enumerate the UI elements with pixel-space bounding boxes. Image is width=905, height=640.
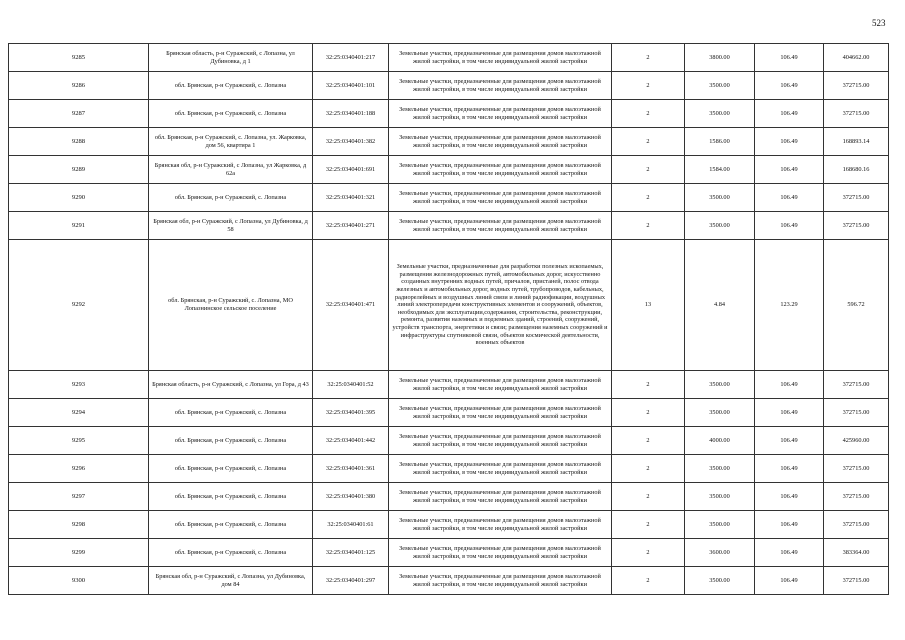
rate-cell: 106.49 <box>755 371 824 399</box>
land-use-cell: Земельные участки, предназначенные для размещения домов малоэтажной жилой застройки, в том числе индивидуальной жилой застройки <box>389 539 612 567</box>
table-row <box>9 455 889 483</box>
table-row <box>9 184 889 212</box>
cadastral-value-cell: 168680.16 <box>824 156 889 184</box>
group-cell: 2 <box>612 371 685 399</box>
table-row <box>9 156 889 184</box>
area-cell: 3500.00 <box>685 567 755 595</box>
cadastral-value-cell: 425960.00 <box>824 427 889 455</box>
cadastral-value-cell: 404662.00 <box>824 44 889 72</box>
row-number-cell: 9285 <box>9 44 149 72</box>
rate-cell: 106.49 <box>755 100 824 128</box>
rate-cell: 106.49 <box>755 427 824 455</box>
cadastral-value-cell: 372715.00 <box>824 511 889 539</box>
address-cell: обл. Брянская, р-н Суражский, с. Лопазна <box>149 539 313 567</box>
land-use-cell: Земельные участки, предназначенные для размещения домов малоэтажной жилой застройки, в том числе индивидуальной жилой застройки <box>389 427 612 455</box>
address-cell: обл. Брянская, р-н Суражский, с. Лопазна <box>149 483 313 511</box>
group-cell: 2 <box>612 511 685 539</box>
rate-cell: 106.49 <box>755 483 824 511</box>
land-use-cell: Земельные участки, предназначенные для размещения домов малоэтажной жилой застройки, в том числе индивидуальной жилой застройки <box>389 455 612 483</box>
area-cell: 3500.00 <box>685 455 755 483</box>
group-cell: 2 <box>612 483 685 511</box>
area-cell: 3500.00 <box>685 184 755 212</box>
land-use-cell: Земельные участки, предназначенные для размещения домов малоэтажной жилой застройки, в том числе индивидуальной жилой застройки <box>389 184 612 212</box>
row-number-cell: 9299 <box>9 539 149 567</box>
address-cell: обл. Брянская, р-н Суражский, с. Лопазна <box>149 100 313 128</box>
row-number-cell: 9298 <box>9 511 149 539</box>
cadastral-value-cell: 372715.00 <box>824 483 889 511</box>
table-row <box>9 212 889 240</box>
land-use-cell: Земельные участки, предназначенные для размещения домов малоэтажной жилой застройки, в том числе индивидуальной жилой застройки <box>389 44 612 72</box>
area-cell: 3500.00 <box>685 72 755 100</box>
area-cell: 3500.00 <box>685 399 755 427</box>
group-cell: 2 <box>612 567 685 595</box>
address-cell: обл. Брянская, р-н Суражский, с. Лопазна, ул. Жарковка, дом 56, квартира 1 <box>149 128 313 156</box>
rate-cell: 123.29 <box>755 240 824 371</box>
cadastral-value-cell: 372715.00 <box>824 371 889 399</box>
cadastral-number-cell: 32:25:0340401:188 <box>313 100 389 128</box>
cadastral-value-cell: 596.72 <box>824 240 889 371</box>
group-cell: 2 <box>612 128 685 156</box>
cadastral-value-cell: 372715.00 <box>824 100 889 128</box>
cadastral-value-cell: 372715.00 <box>824 72 889 100</box>
address-cell: Брянская обл, р-н Суражский, с Лопазна, ул Дубиновка, дом 84 <box>149 567 313 595</box>
table-row <box>9 240 889 371</box>
address-cell: обл. Брянская, р-н Суражский, с. Лопазна <box>149 455 313 483</box>
cadastral-number-cell: 32:25:0340401:217 <box>313 44 389 72</box>
land-use-cell: Земельные участки, предназначенные для размещения домов малоэтажной жилой застройки, в том числе индивидуальной жилой застройки <box>389 511 612 539</box>
address-cell: Брянская область, р-н Суражский, с Лопазна, ул Дубиновка, д 1 <box>149 44 313 72</box>
address-cell: обл. Брянская, р-н Суражский, с. Лопазна <box>149 511 313 539</box>
group-cell: 2 <box>612 100 685 128</box>
area-cell: 3500.00 <box>685 212 755 240</box>
row-number-cell: 9294 <box>9 399 149 427</box>
row-number-cell: 9287 <box>9 100 149 128</box>
table-row <box>9 567 889 595</box>
address-cell: Брянская обл, р-н Суражский, с Лопазна, ул Жарковка, д 62а <box>149 156 313 184</box>
rate-cell: 106.49 <box>755 399 824 427</box>
cadastral-number-cell: 32:25:0340401:471 <box>313 240 389 371</box>
address-cell: обл. Брянская, р-н Суражский, с. Лопазна <box>149 399 313 427</box>
area-cell: 3500.00 <box>685 100 755 128</box>
land-use-cell: Земельные участки, предназначенные для размещения домов малоэтажной жилой застройки, в том числе индивидуальной жилой застройки <box>389 399 612 427</box>
row-number-cell: 9295 <box>9 427 149 455</box>
rate-cell: 106.49 <box>755 567 824 595</box>
table-row <box>9 100 889 128</box>
page-number: 523 <box>872 18 886 28</box>
table-row <box>9 128 889 156</box>
cadastral-value-cell: 372715.00 <box>824 399 889 427</box>
land-use-cell: Земельные участки, предназначенные для размещения домов малоэтажной жилой застройки, в том числе индивидуальной жилой застройки <box>389 371 612 399</box>
group-cell: 2 <box>612 212 685 240</box>
address-cell: обл. Брянская, р-н Суражский, с. Лопазна <box>149 427 313 455</box>
cadastral-number-cell: 32:25:0340401:125 <box>313 539 389 567</box>
address-cell: обл. Брянская, р-н Суражский, с. Лопазна <box>149 184 313 212</box>
row-number-cell: 9297 <box>9 483 149 511</box>
cadastral-value-cell: 372715.00 <box>824 184 889 212</box>
cadastral-registry-table <box>8 43 889 595</box>
address-cell: Брянская обл, р-н Суражский, с Лопазна, ул Дубиновка, д 58 <box>149 212 313 240</box>
row-number-cell: 9293 <box>9 371 149 399</box>
rate-cell: 106.49 <box>755 511 824 539</box>
cadastral-number-cell: 32:25:0340401:101 <box>313 72 389 100</box>
group-cell: 13 <box>612 240 685 371</box>
rate-cell: 106.49 <box>755 72 824 100</box>
group-cell: 2 <box>612 455 685 483</box>
rate-cell: 106.49 <box>755 455 824 483</box>
cadastral-number-cell: 32:25:0340401:442 <box>313 427 389 455</box>
land-use-cell: Земельные участки, предназначенные для размещения домов малоэтажной жилой застройки, в том числе индивидуальной жилой застройки <box>389 100 612 128</box>
table-row <box>9 44 889 72</box>
cadastral-number-cell: 32:25:0340401:361 <box>313 455 389 483</box>
cadastral-number-cell: 32:25:0340401:321 <box>313 184 389 212</box>
land-use-cell: Земельные участки, предназначенные для размещения домов малоэтажной жилой застройки, в том числе индивидуальной жилой застройки <box>389 156 612 184</box>
table-row <box>9 72 889 100</box>
rate-cell: 106.49 <box>755 212 824 240</box>
cadastral-number-cell: 32:25:0340401:380 <box>313 483 389 511</box>
land-use-cell: Земельные участки, предназначенные для размещения домов малоэтажной жилой застройки, в том числе индивидуальной жилой застройки <box>389 212 612 240</box>
cadastral-value-cell: 372715.00 <box>824 455 889 483</box>
rate-cell: 106.49 <box>755 539 824 567</box>
cadastral-number-cell: 32:25:0340401:271 <box>313 212 389 240</box>
group-cell: 2 <box>612 539 685 567</box>
group-cell: 2 <box>612 399 685 427</box>
row-number-cell: 9291 <box>9 212 149 240</box>
land-use-cell: Земельные участки, предназначенные для размещения домов малоэтажной жилой застройки, в том числе индивидуальной жилой застройки <box>389 567 612 595</box>
cadastral-number-cell: 32:25:0340401:691 <box>313 156 389 184</box>
row-number-cell: 9292 <box>9 240 149 371</box>
table-row <box>9 539 889 567</box>
cadastral-number-cell: 32:25:0340401:61 <box>313 511 389 539</box>
address-cell: обл. Брянская, р-н Суражский, с. Лопазна, МО Лопазнинское сельское поселение <box>149 240 313 371</box>
cadastral-number-cell: 32:25:0340401:52 <box>313 371 389 399</box>
group-cell: 2 <box>612 156 685 184</box>
land-use-cell: Земельные участки, предназначенные для размещения домов малоэтажной жилой застройки, в том числе индивидуальной жилой застройки <box>389 128 612 156</box>
cadastral-value-cell: 372715.00 <box>824 212 889 240</box>
cadastral-value-cell: 168893.14 <box>824 128 889 156</box>
rate-cell: 106.49 <box>755 44 824 72</box>
rate-cell: 106.49 <box>755 184 824 212</box>
address-cell: обл. Брянская, р-н Суражский, с. Лопазна <box>149 72 313 100</box>
area-cell: 3500.00 <box>685 371 755 399</box>
area-cell: 1586.00 <box>685 128 755 156</box>
area-cell: 3600.00 <box>685 539 755 567</box>
table-row <box>9 483 889 511</box>
group-cell: 2 <box>612 427 685 455</box>
group-cell: 2 <box>612 44 685 72</box>
cadastral-number-cell: 32:25:0340401:382 <box>313 128 389 156</box>
row-number-cell: 9288 <box>9 128 149 156</box>
table-row <box>9 427 889 455</box>
land-use-cell: Земельные участки, предназначенные для размещения домов малоэтажной жилой застройки, в том числе индивидуальной жилой застройки <box>389 72 612 100</box>
cadastral-number-cell: 32:25:0340401:395 <box>313 399 389 427</box>
cadastral-value-cell: 383364.00 <box>824 539 889 567</box>
row-number-cell: 9289 <box>9 156 149 184</box>
area-cell: 4000.00 <box>685 427 755 455</box>
rate-cell: 106.49 <box>755 128 824 156</box>
group-cell: 2 <box>612 184 685 212</box>
land-use-cell: Земельные участки, предназначенные для разработки полезных ископаемых, размещения железнодорожных путей, автомобильных дорог, искусственно созданных внутренних водных путей, причалов, пристаней, полос отвода железных и автомобильных дорог, водных путей, трубопроводов, кабельных, радиорелейных и воздушных линий связи и линий радиофикации, воздушных линий электропередачи конструктивных элементов и сооружений, объектов, необходимых для эксплуатации,содержания, строительства, реконструкции, ремонта, развития наземных и подземных зданий, строений, сооружений, устройств транспорта, энергетики и связи; размещения наземных сооружений и инфраструктуры спутниковой связи, объектов космической деятельности, военных объектов <box>389 240 612 371</box>
area-cell: 3800.00 <box>685 44 755 72</box>
area-cell: 1584.00 <box>685 156 755 184</box>
row-number-cell: 9300 <box>9 567 149 595</box>
cadastral-value-cell: 372715.00 <box>824 567 889 595</box>
area-cell: 3500.00 <box>685 511 755 539</box>
group-cell: 2 <box>612 72 685 100</box>
area-cell: 3500.00 <box>685 483 755 511</box>
rate-cell: 106.49 <box>755 156 824 184</box>
land-use-cell: Земельные участки, предназначенные для размещения домов малоэтажной жилой застройки, в том числе индивидуальной жилой застройки <box>389 483 612 511</box>
table-row <box>9 511 889 539</box>
table-row <box>9 371 889 399</box>
row-number-cell: 9290 <box>9 184 149 212</box>
table-row <box>9 399 889 427</box>
row-number-cell: 9286 <box>9 72 149 100</box>
row-number-cell: 9296 <box>9 455 149 483</box>
area-cell: 4.84 <box>685 240 755 371</box>
address-cell: Брянская область, р-н Суражский, с Лопазна, ул Гора, д 43 <box>149 371 313 399</box>
cadastral-number-cell: 32:25:0340401:297 <box>313 567 389 595</box>
